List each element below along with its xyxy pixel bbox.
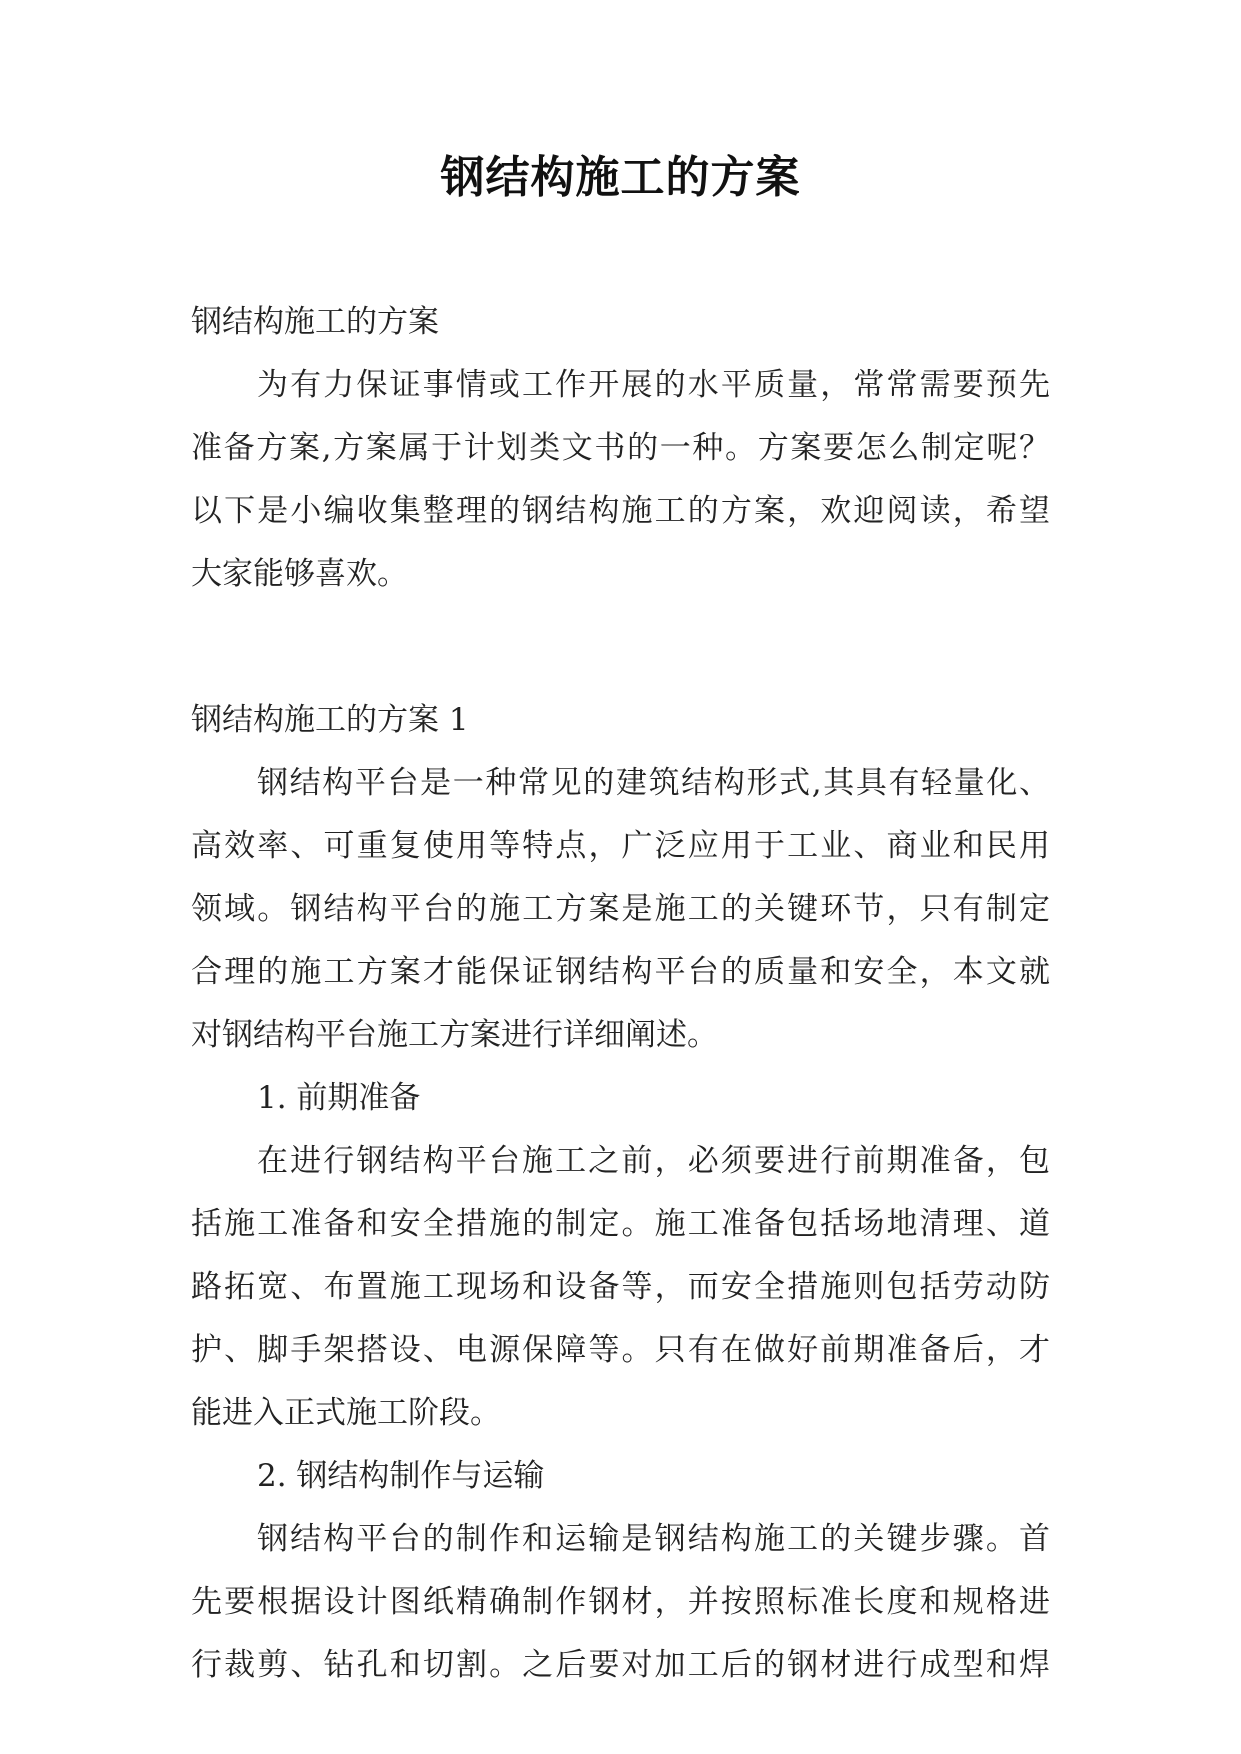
item2-heading: 2. 钢结构制作与运输 xyxy=(257,1458,545,1494)
intro-line: 以下是小编收集整理的钢结构施工的方案，欢迎阅读，希望 xyxy=(191,493,1050,529)
section-spacer xyxy=(191,606,1050,689)
intro-line: 大家能够喜欢。 xyxy=(191,556,408,592)
intro-heading: 钢结构施工的方案 xyxy=(191,304,439,340)
item2-line: 先要根据设计图纸精确制作钢材，并按照标准长度和规格进 xyxy=(191,1584,1050,1620)
section1-heading: 钢结构施工的方案 1 xyxy=(191,702,469,738)
item1-line: 能进入正式施工阶段。 xyxy=(191,1395,501,1431)
item2-line: 钢结构平台的制作和运输是钢结构施工的关键步骤。首 xyxy=(257,1521,1050,1557)
item1-line: 在进行钢结构平台施工之前，必须要进行前期准备，包 xyxy=(257,1143,1050,1179)
item1-heading: 1. 前期准备 xyxy=(257,1080,421,1116)
item2-line: 行裁剪、钻孔和切割。之后要对加工后的钢材进行成型和焊 xyxy=(191,1647,1050,1683)
section1-line: 对钢结构平台施工方案进行详细阐述。 xyxy=(191,1017,718,1053)
document-title: 钢结构施工的方案 xyxy=(440,152,801,203)
document-body xyxy=(191,291,1050,1697)
item1-line: 护、脚手架搭设、电源保障等。只有在做好前期准备后，才 xyxy=(191,1332,1050,1368)
intro-line: 准备方案,方案属于计划类文书的一种。方案要怎么制定呢？ xyxy=(191,430,1050,466)
intro-line: 为有力保证事情或工作开展的水平质量，常常需要预先 xyxy=(257,367,1050,403)
section1-line: 钢结构平台是一种常见的建筑结构形式,其具有轻量化、 xyxy=(257,765,1050,801)
section1-line: 合理的施工方案才能保证钢结构平台的质量和安全，本文就 xyxy=(191,954,1050,990)
section1-line: 高效率、可重复使用等特点，广泛应用于工业、商业和民用 xyxy=(191,828,1050,864)
item1-line: 括施工准备和安全措施的制定。施工准备包括场地清理、道 xyxy=(191,1206,1050,1242)
item1-line: 路拓宽、布置施工现场和设备等，而安全措施则包括劳动防 xyxy=(191,1269,1050,1305)
section1-line: 领域。钢结构平台的施工方案是施工的关键环节，只有制定 xyxy=(191,891,1050,927)
